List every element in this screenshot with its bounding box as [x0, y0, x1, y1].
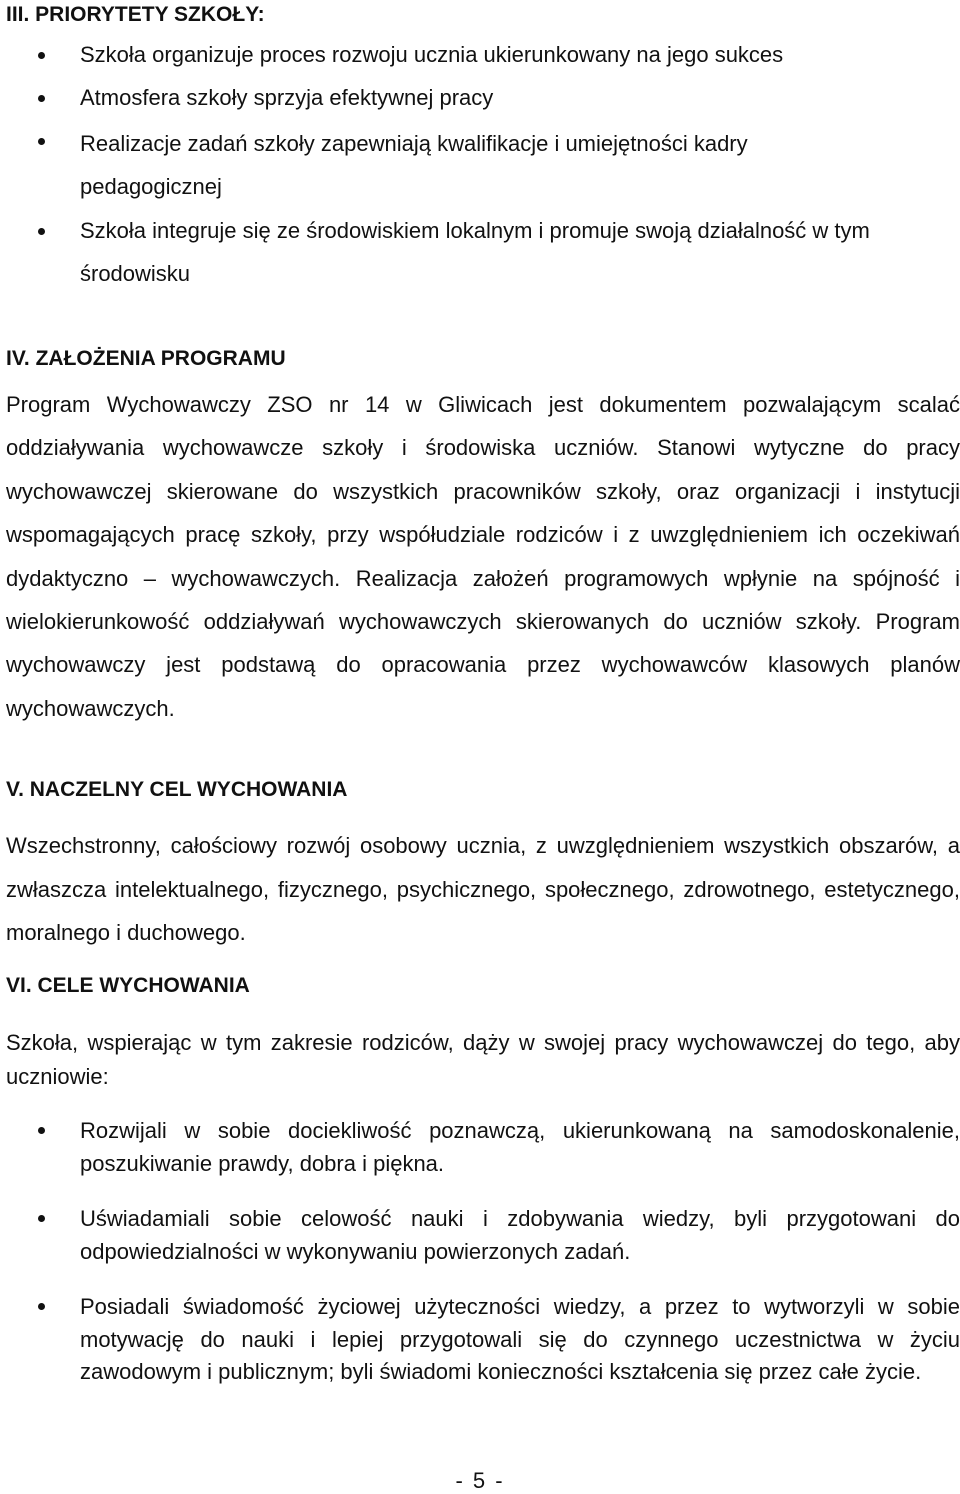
section-3-heading: III. PRIORYTETY SZKOŁY: — [6, 3, 265, 26]
section-4-paragraph: Program Wychowawczy ZSO nr 14 w Gliwicach jest dokumentem pozwalającym scalać oddziaływania wychowawcze szkoły i środowiska uczniów. Stanowi wytyczne do pracy wychowawczej skierowane do wszystkich pracowników szkoły, oraz organizacji i instytucji wspomagających pracę szkoły, przy współudziale rodziców i z uwzględnieniem ich oczekiwań dydaktyczno – wychowawczych. Realizacja założeń programowych wpłynie na spójność i wielokierunkowość oddziaływań wychowawczych skierowanych do uczniów szkoły. Program wychowawczy jest podstawą do opracowania przez wychowawców klasowych planów wychowawczych. — [6, 392, 960, 721]
page-number: - 5 - — [455, 1468, 505, 1493]
bullet-icon — [38, 52, 45, 59]
bullet-icon — [38, 1215, 45, 1222]
bullet-icon — [38, 1303, 45, 1310]
priority-item-1: Szkoła organizuje proces rozwoju ucznia ukierunkowany na jego sukces — [80, 42, 784, 67]
section-4-heading: IV. ZAŁOŻENIA PROGRAMU — [6, 347, 286, 370]
section-6-heading: VI. CELE WYCHOWANIA — [6, 974, 250, 997]
goal-item-1: Rozwijali w sobie dociekliwość poznawczą, ukierunkowaną na samodoskonalenie, poszukiwanie prawdy, dobra i piękna. — [80, 1118, 960, 1176]
bullet-icon — [38, 95, 45, 102]
bullet-icon — [38, 138, 45, 145]
goal-item-3: Posiadali świadomość życiowej użyteczności wiedzy, a przez to wytworzyli w sobie motywację do nauki i lepiej przygotowali się do czynnego uczestnictwa w życiu zawodowym i publicznym; byli świadomi konieczności kształcenia się przez całe życie. — [80, 1294, 960, 1384]
goal-item-2: Uświadamiali sobie celowość nauki i zdobywania wiedzy, byli przygotowani do odpowiedzialności w wykonywaniu powierzonych zadań. — [80, 1206, 960, 1264]
bullet-icon — [38, 1127, 45, 1134]
priority-item-4: Szkoła integruje się ze środowiskiem lokalnym i promuje swoją działalność w tym środowisku — [80, 218, 870, 286]
section-6-intro: Szkoła, wspierając w tym zakresie rodziców, dąży w swojej pracy wychowawczej do tego, aby uczniowie: — [6, 1030, 960, 1089]
priority-item-3: Realizacje zadań szkoły zapewniają kwalifikacje i umiejętności kadry pedagogicznej — [80, 131, 748, 199]
priority-item-2: Atmosfera szkoły sprzyja efektywnej pracy — [80, 85, 494, 110]
bullet-icon — [38, 228, 45, 235]
section-5-heading: V. NACZELNY CEL WYCHOWANIA — [6, 778, 348, 801]
section-5-paragraph: Wszechstronny, całościowy rozwój osobowy ucznia, z uwzględnieniem wszystkich obszarów, a zwłaszcza intelektualnego, fizycznego, psychicznego, społecznego, zdrowotnego, estetycznego, moralnego i duchowego. — [6, 833, 960, 945]
